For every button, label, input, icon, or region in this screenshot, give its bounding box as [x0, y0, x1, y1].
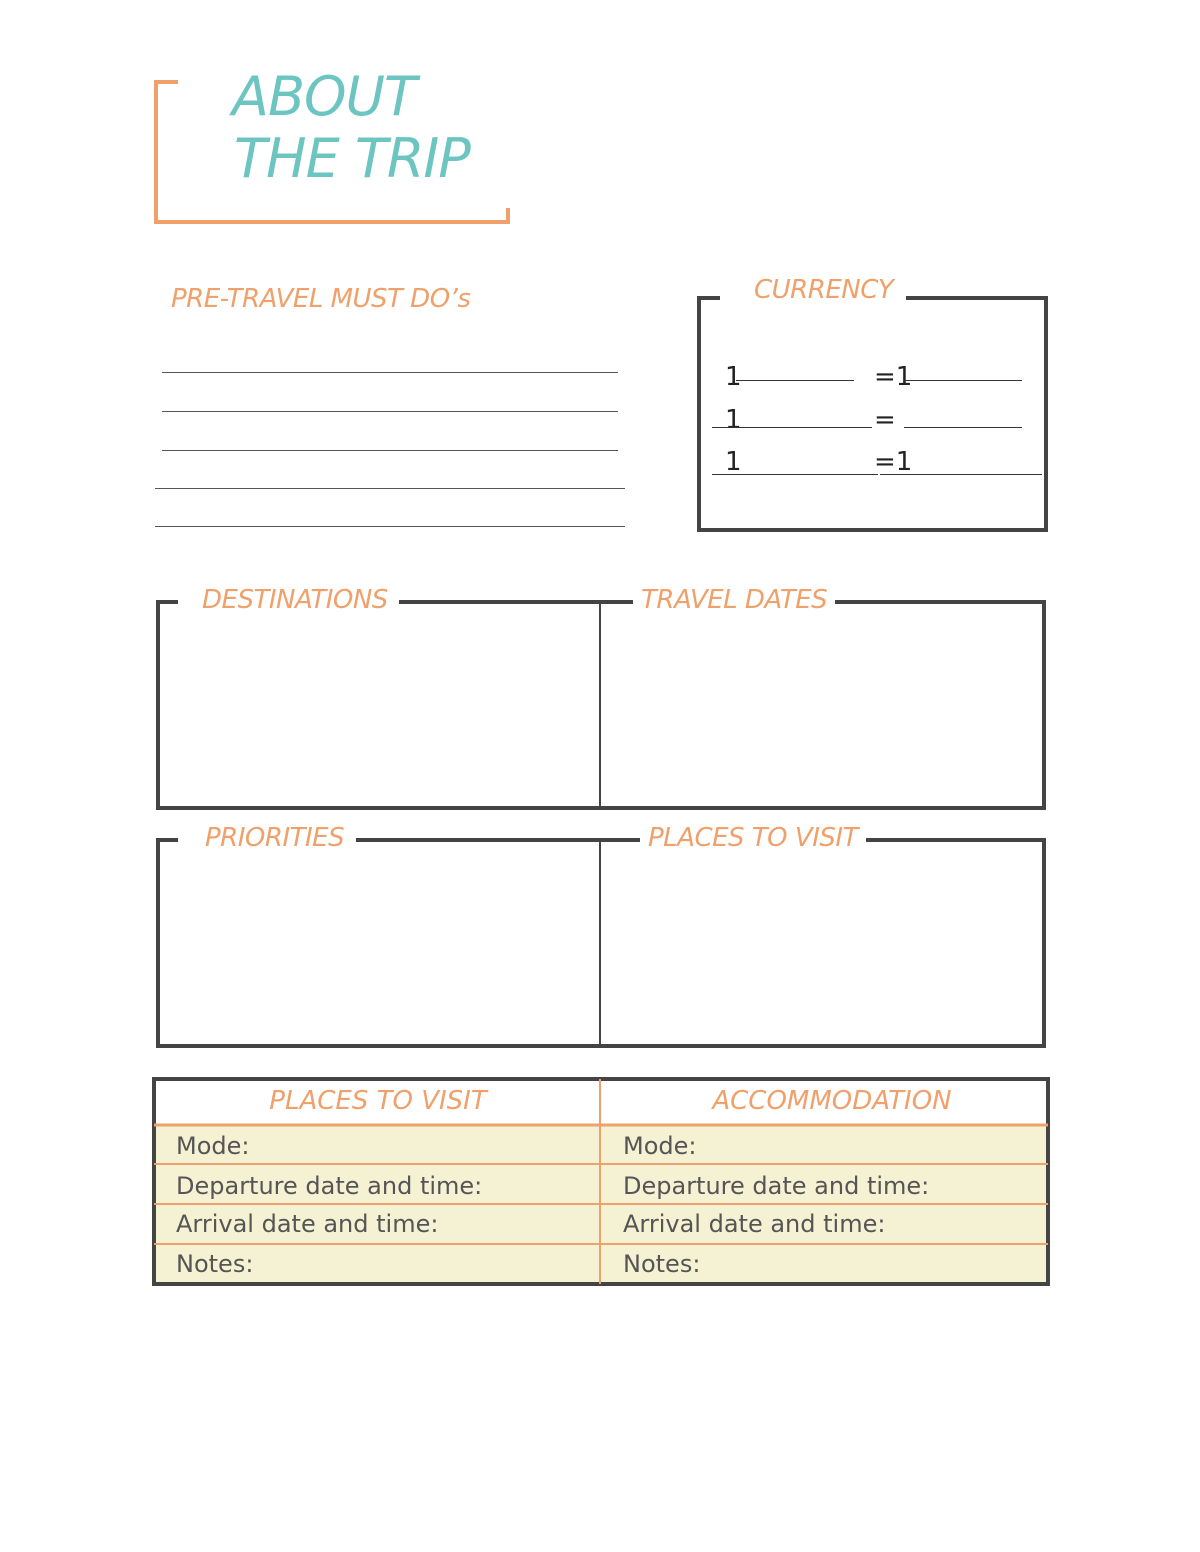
table-header-accommodation: ACCOMMODATION [712, 1086, 952, 1116]
pretravel-line[interactable] [155, 488, 625, 489]
title-line-1: ABOUT [232, 65, 416, 128]
table-right-mode[interactable]: Mode: [623, 1132, 697, 1160]
pretravel-line[interactable] [162, 372, 618, 373]
currency-row-3-left: 1 [725, 447, 742, 477]
currency-row-2-right-line[interactable] [904, 427, 1022, 428]
table-left-notes[interactable]: Notes: [176, 1250, 254, 1278]
table-left-mode[interactable]: Mode: [176, 1132, 250, 1160]
currency-row-2-left-line[interactable] [712, 427, 872, 428]
currency-row-3-right-line[interactable] [880, 474, 1042, 475]
places-to-visit-label: PLACES TO VISIT [640, 823, 866, 853]
pretravel-line[interactable] [162, 450, 618, 451]
pretravel-line[interactable] [155, 526, 625, 527]
places-to-visit-area[interactable] [604, 858, 1040, 1042]
currency-row-3-right: =1 [874, 447, 913, 477]
table-left-departure[interactable]: Departure date and time: [176, 1172, 483, 1200]
table-header-places: PLACES TO VISIT [269, 1086, 487, 1116]
priorities-area[interactable] [162, 858, 596, 1042]
currency-row-2-right: = [874, 405, 896, 435]
currency-frame [699, 298, 1046, 530]
destinations-label: DESTINATIONS [194, 585, 396, 615]
currency-row-2-left: 1 [725, 405, 742, 435]
priorities-label: PRIORITIES [197, 823, 352, 853]
currency-row-1-right: =1 [874, 362, 913, 392]
table-right-arrival[interactable]: Arrival date and time: [623, 1210, 886, 1238]
currency-row-1-left-line[interactable] [736, 380, 854, 381]
destinations-area[interactable] [162, 620, 596, 804]
currency-row-1-left: 1 [725, 362, 742, 392]
table-right-notes[interactable]: Notes: [623, 1250, 701, 1278]
pretravel-label: PRE-TRAVEL MUST DO’s [163, 284, 478, 314]
currency-row-1-right-line[interactable] [904, 380, 1022, 381]
table-right-departure[interactable]: Departure date and time: [623, 1172, 930, 1200]
title-line-2: THE TRIP [234, 127, 470, 190]
travel-dates-label: TRAVEL DATES [633, 585, 835, 615]
currency-label: CURRENCY [746, 275, 901, 305]
travel-dates-area[interactable] [604, 620, 1040, 804]
pretravel-line[interactable] [162, 411, 618, 412]
table-left-arrival[interactable]: Arrival date and time: [176, 1210, 439, 1238]
currency-row-3-left-line[interactable] [712, 474, 878, 475]
